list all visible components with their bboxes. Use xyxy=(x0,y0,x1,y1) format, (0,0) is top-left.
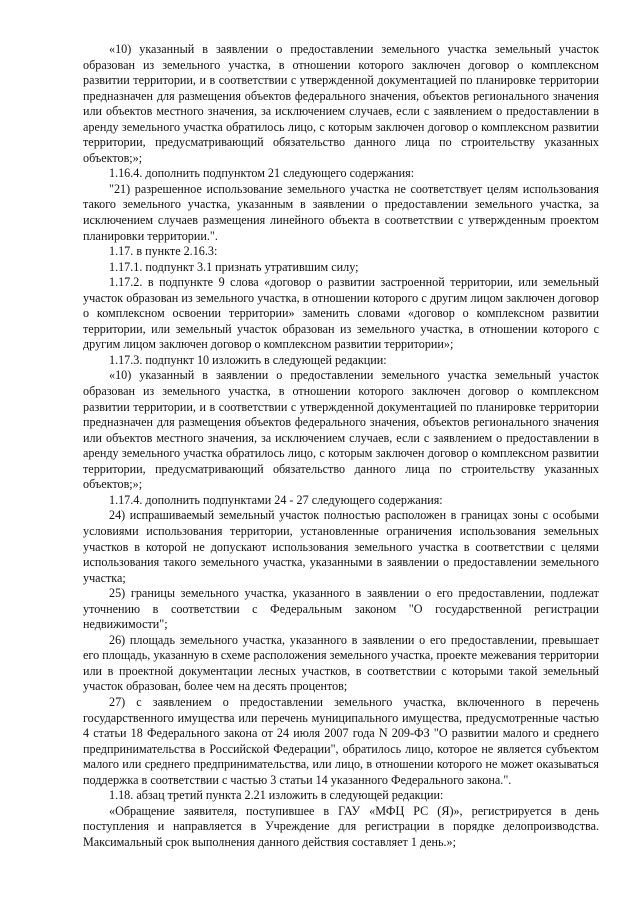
paragraph-1-17-1: 1.17.1. подпункт 3.1 признать утратившим силу; xyxy=(109,259,359,274)
paragraph-subitem-24: 24) испрашиваемый земельный участок полностью расположен в границах зоны с особыми условиями использования территории, установленные ограничения использования земельных участков в которой не допускают использования земельного участка в соответствии с целями использования такого земельного участка, указанными в заявлении о предоставлении земельного участка; xyxy=(83,508,599,585)
document-page xyxy=(83,42,599,850)
paragraph-1-17-2: 1.17.2. в подпункте 9 слова «договор о развитии застроенной территории, или земельный участок образован из земельного участка, в отношении которого с другим лицом заключен договор о комплексном освоении территории» заменить словами «договор о комплексном развитии территории, или земельный участок образован из земельного участка, в отношении которого с другим лицом заключен договор о комплексном развитии территории»; xyxy=(83,275,599,352)
paragraph-mfc-appeal: «Обращение заявителя, поступившее в ГАУ «МФЦ РС (Я)», регистрируется в день поступления и направляется в Учреждение для регистрации в порядке делопроизводства. Максимальный срок выполнения данного действия составляет 1 день.»; xyxy=(83,803,599,849)
paragraph-subitem-21-quote: "21) разрешенное использование земельного участка не соответствует целям использования такого земельного участка, указанным в заявлении о предоставлении земельного участка, за исключением случаев размещения линейного объекта в соответствии с утвержденным проектом планировки территории.". xyxy=(83,181,599,243)
paragraph-1-16-4: 1.16.4. дополнить подпунктом 21 следующего содержания: xyxy=(109,166,415,181)
paragraph-subitem-10-quote: «10) указанный в заявлении о предоставлении земельного участка земельный участок образован из земельного участка, в отношении которого заключен договор о комплексном развитии территории, и в соответствии с утвержденной документацией по планировке территории предназначен для размещения объектов федерального значения, объектов регионального значения или объектов местного значения, за исключением случаев, если с заявлением о предоставлении в аренду земельного участка обратилось лицо, с которым заключен договор о комплексном развитии территории, предусматривающий обязательство данного лица по строительству указанных объектов;»; xyxy=(83,42,599,165)
paragraph-1-17-3: 1.17.3. подпункт 10 изложить в следующей редакции: xyxy=(109,352,387,367)
paragraph-subitem-27: 27) с заявлением о предоставлении земельного участка, включенного в перечень государственного имущества или перечень муниципального имущества, предусмотренные частью 4 статьи 18 Федерального закона от 24 июля 2007 года N 209-ФЗ "О развитии малого и среднего предпринимательства в Российской Федерации", обратилось лицо, которое не является субъектом малого или среднего предпринимательства, или лицо, в отношении которого не может оказываться поддержка в соответствии с частью 3 статьи 14 указанного Федерального закона.". xyxy=(83,694,599,787)
paragraph-subitem-10-new: «10) указанный в заявлении о предоставлении земельного участка земельный участок образован из земельного участка, в отношении которого заключен договор о комплексном развитии территории, и в соответствии с утвержденной документацией по планировке территории предназначен для размещения объектов федерального значения, объектов регионального значения или объектов местного значения, за исключением случаев, если с заявлением о предоставлении в аренду земельного участка обратилось лицо, с которым заключен договор о комплексном развитии территории, предусматривающий обязательство данного лица по строительству указанных объектов;»; xyxy=(83,368,599,492)
paragraph-1-17: 1.17. в пункте 2.16.3: xyxy=(109,244,218,259)
paragraph-1-18: 1.18. абзац третий пункта 2.21 изложить в следующей редакции: xyxy=(109,788,444,803)
paragraph-subitem-26: 26) площадь земельного участка, указанного в заявлении о его предоставлении, превышает его площадь, указанную в схеме расположения земельного участка, проекте межевания территории или в проектной документации лесных участков, в соответствии с которыми такой земельный участок образован, более чем на десять процентов; xyxy=(83,632,599,694)
paragraph-subitem-25: 25) границы земельного участка, указанного в заявлении о его предоставлении, подлежат уточнению в соответствии с Федеральным законом "О государственной регистрации недвижимости"; xyxy=(83,586,599,632)
paragraph-1-17-4: 1.17.4. дополнить подпунктами 24 - 27 следующего содержания: xyxy=(109,492,443,507)
